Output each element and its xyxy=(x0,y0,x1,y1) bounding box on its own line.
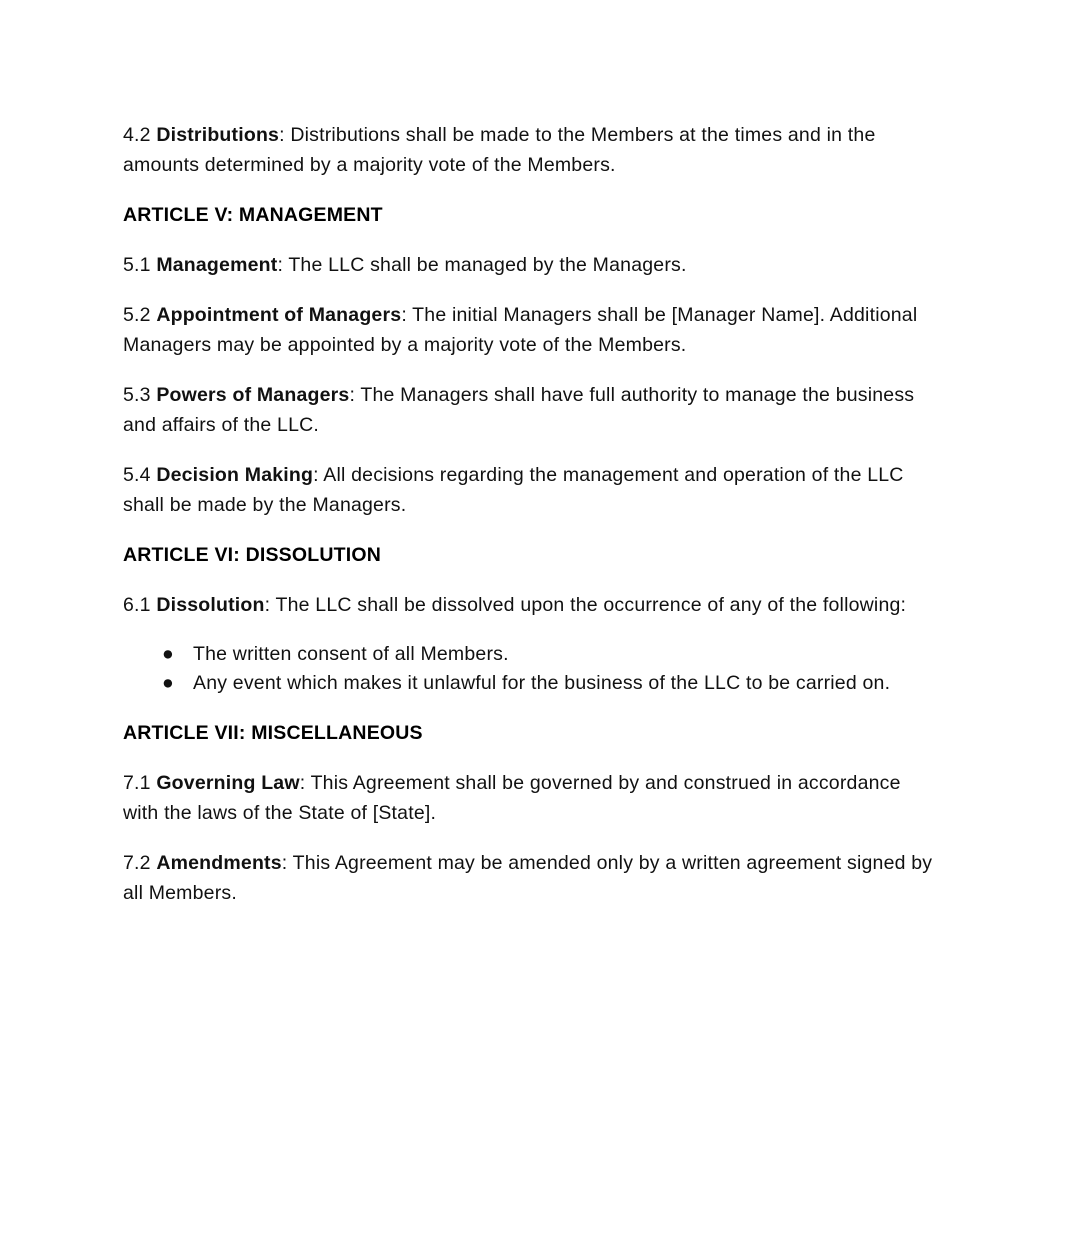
clause-5-3-powers-of-managers xyxy=(123,380,938,440)
clause-text: : Distributions shall be made to the Members at the times and in the amounts determined by a majority vote of the Members. xyxy=(123,124,876,176)
clause-number: 5.3 xyxy=(123,384,157,406)
clause-lead: Governing Law xyxy=(156,772,300,794)
clause-text: : The LLC shall be managed by the Managers. xyxy=(277,254,687,276)
list-item-label: Any event which makes it unlawful for the business of the LLC to be carried on. xyxy=(193,672,891,694)
clause-lead: Appointment of Managers xyxy=(156,304,402,326)
clause-6-1-dissolution xyxy=(123,590,938,620)
clause-number: 5.4 xyxy=(123,464,157,486)
clause-lead: Decision Making xyxy=(156,464,314,486)
clause-number: 7.2 xyxy=(123,852,157,874)
clause-5-1-management xyxy=(123,250,938,280)
clause-text: : This Agreement may be amended only by a written agreement signed by all Members. xyxy=(123,852,933,904)
clause-number: 5.2 xyxy=(123,304,157,326)
clause-5-4-decision-making xyxy=(123,460,938,520)
clause-lead: Distributions xyxy=(156,124,280,146)
article-vi-dissolution: ARTICLE VI: DISSOLUTION xyxy=(123,544,381,566)
clause-text: : The Managers shall have full authority to manage the business and affairs of the LLC. xyxy=(123,384,915,436)
document-body xyxy=(123,120,938,908)
clause-lead: Dissolution xyxy=(156,594,265,616)
clause-text: : This Agreement shall be governed by and construed in accordance with the laws of the State of [State]. xyxy=(123,772,901,824)
clause-text: : All decisions regarding the management and operation of the LLC shall be made by the Managers. xyxy=(123,464,904,516)
clause-text: : The initial Managers shall be [Manager Name]. Additional Managers may be appointed by a majority vote of the Members. xyxy=(123,304,918,356)
list-item xyxy=(123,669,938,698)
clause-text: : The LLC shall be dissolved upon the occurrence of any of the following: xyxy=(264,594,907,616)
clause-lead: Management xyxy=(156,254,278,276)
clause-4-2-distributions xyxy=(123,120,938,180)
clause-number: 6.1 xyxy=(123,594,157,616)
list-item xyxy=(123,640,938,669)
list-item-label: The written consent of all Members. xyxy=(193,643,509,665)
clause-lead: Amendments xyxy=(156,852,282,874)
article-vii-miscellaneous: ARTICLE VII: MISCELLANEOUS xyxy=(123,722,423,744)
bullet-dot-icon: ● xyxy=(162,643,174,665)
clause-5-2-appointment-of-managers xyxy=(123,300,938,360)
clause-number: 4.2 xyxy=(123,124,157,146)
bullet-dot-icon: ● xyxy=(162,672,174,694)
dissolution-events-list xyxy=(123,640,938,698)
clause-number: 7.1 xyxy=(123,772,157,794)
clause-7-2-amendments xyxy=(123,848,938,908)
clause-7-1-governing-law xyxy=(123,768,938,828)
article-v-management: ARTICLE V: MANAGEMENT xyxy=(123,204,383,226)
clause-number: 5.1 xyxy=(123,254,157,276)
clause-lead: Powers of Managers xyxy=(156,384,350,406)
